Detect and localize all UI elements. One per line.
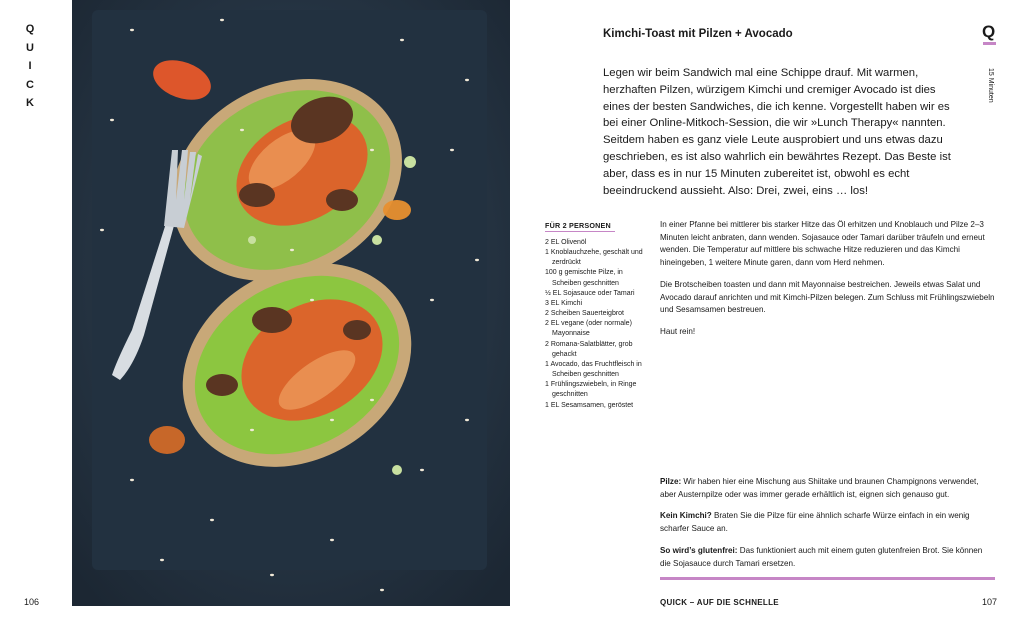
chapter-letter-c: C <box>26 78 34 91</box>
page-number-right: 107 <box>982 597 998 607</box>
ingredient-item: 2 EL Olivenöl <box>545 239 587 246</box>
chapter-accent-bar <box>983 42 996 45</box>
prep-time-label: 15 Minuten <box>987 68 994 103</box>
tip-item <box>660 545 995 570</box>
page-number-left: 106 <box>24 597 40 607</box>
method-step: Haut rein! <box>660 326 696 336</box>
prep-time <box>982 68 994 128</box>
tips-accent-bar <box>660 577 995 580</box>
ingredient-item: 100 g gemischte Pilze, in Scheiben geschnitten <box>545 269 623 287</box>
ingredient-item: 1 Knoblauchzehe, geschält und zerdrückt <box>545 249 643 267</box>
method-step: In einer Pfanne bei mittlerer bis starker Hitze das Öl erhitzen und Knoblauch und Pilze 2–3 Minuten leicht anbraten, dann wenden. Sojasauce oder Tamari darüber träufeln und erneut wenden. Die Temperatur auf mittlere bis schwache Hitze reduzieren und das Kimchi hineingeben, 1 weitere Minute garen, dann vom Herd nehmen. <box>660 220 985 268</box>
tip-item <box>660 510 995 535</box>
ingredient-item: 2 Romana-Salatblätter, grob gehackt <box>545 340 633 358</box>
tip-label: Pilze: <box>660 477 682 486</box>
ingredient-item: 1 Avocado, das Fruchtfleisch in Scheiben geschnitten <box>545 360 642 379</box>
tip-label: Kein Kimchi? <box>660 511 712 521</box>
chapter-letter: Q <box>982 22 996 41</box>
ingredients-heading: FÜR 2 PERSONEN <box>545 221 611 230</box>
kimchi-toast-photo <box>72 0 510 606</box>
ingredients-heading-rule <box>545 231 615 232</box>
ingredient-item: 2 EL vegane (oder normale) Mayonnaise <box>545 320 632 338</box>
method-text <box>660 219 995 348</box>
footer-chapter-title: QUICK – AUF DIE SCHNELLE <box>660 598 779 607</box>
tip-item <box>660 476 995 501</box>
tip-text: Braten Sie die Pilze für eine ähnlich scharfe Würze einfach in ein wenig scharfer Sauce an. <box>660 511 970 534</box>
chapter-letter-u: U <box>26 41 34 54</box>
ingredient-item: 1 EL Sesamsamen, geröstet <box>545 401 634 409</box>
tip-label: So wird’s glutenfrei: <box>660 545 738 555</box>
chapter-letter-k: K <box>26 97 34 109</box>
tip-text: Das funktioniert auch mit einem guten glutenfreien Brot. Sie können die Sojasauce durch Tamari ersetzen. <box>660 545 983 568</box>
intro-text: Legen wir beim Sandwich mal eine Schippe drauf. Mit warmen, herzhaften Pilzen, würzigem Kimchi und cremiger Avocado ist dies eines der besten Sandwiches, die ich kenne. Vorgestellt haben wir es bei einer Online-Mitkoch-Session, die wir »Lunch Therapy« nannten. Seitdem haben es ganz viele Leute ausprobiert und uns etwas dazu geschrieben, es ist also wahrlich ein bewährtes Rezept. Das Beste ist aber, dass es in nur 15 Minuten zubereitet ist, obwohl es echt beeindruckend aussieht. Also: Drei, zwei, eins … los! <box>603 67 951 197</box>
tips-box <box>660 476 995 579</box>
ingredient-item: 2 Scheiben Sauerteigbrot <box>545 310 624 318</box>
chapter-letter-q: Q <box>25 23 35 35</box>
ingredient-item: 1 Frühlingszwiebeln, in Ringe geschnitten <box>545 381 637 399</box>
food-illustration <box>72 0 510 606</box>
ingredients-list <box>545 238 650 411</box>
method-step: Die Brotscheiben toasten und dann mit Mayonnaise bestreichen. Jeweils etwas Salat und Avocado darauf anrichten und mit Kimchi-Pilzen belegen. Zum Schluss mit Frühlingszwiebeln und Sesamsamen bestreuen. <box>660 279 995 315</box>
chapter-vertical-label <box>22 20 38 113</box>
recipe-title: Kimchi-Toast mit Pilzen + Avocado <box>603 28 793 40</box>
tip-text: Wir haben hier eine Mischung aus Shiitake und braunen Champignons verwendet, aber Austernpilze oder was immer gerade erhältlich ist, eignen sich genauso gut. <box>660 477 979 499</box>
chapter-letter-i: I <box>28 60 32 72</box>
ingredient-item: ½ EL Sojasauce oder Tamari <box>545 289 635 297</box>
ingredient-item: 3 EL Kimchi <box>545 299 583 307</box>
